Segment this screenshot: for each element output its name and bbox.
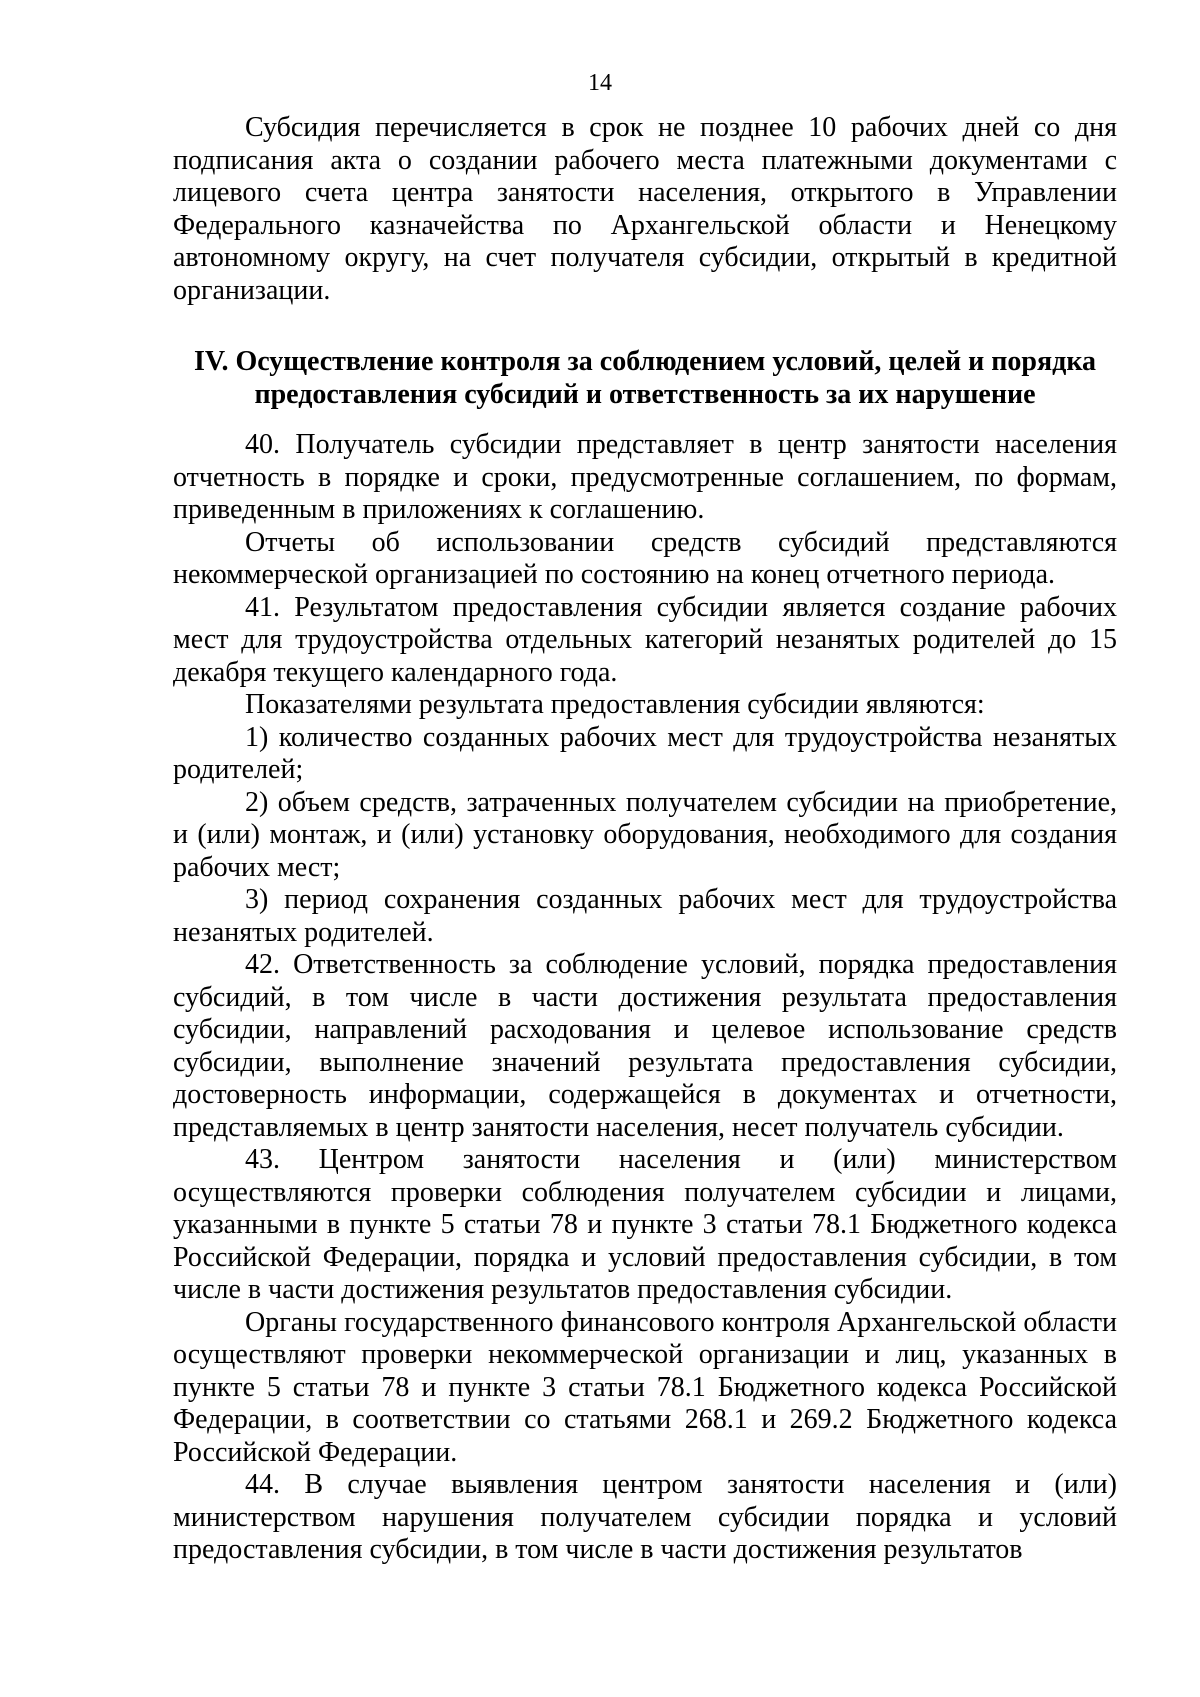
intro-paragraph: Субсидия перечисляется в срок не позднее 10 рабочих дней со дня подписания акта о создании рабочего места платежными документами с лицевого счета центра занятости населения, открытого в Управлении Федерального казначейства по Архангельской области и Ненецкому автономному округу, на счет получателя субсидии, открытый в кредитной организации. — [173, 112, 1117, 306]
paragraph-indicator-2: 2) объем средств, затраченных получателем субсидии на приобретение, и (или) монтаж, и (или) установку оборудования, необходимого для создания рабочих мест; — [173, 786, 1117, 883]
section-heading — [173, 345, 1117, 411]
paragraph-40: 40. Получатель субсидии представляет в центр занятости населения отчетность в порядке и сроки, предусмотренные соглашением, по формам, приведенным в приложениях к соглашению. — [173, 429, 1117, 525]
page-body — [173, 112, 1117, 1567]
paragraph-42: 42. Ответственность за соблюдение условий, порядка предоставления субсидий, в том числе в части достижения результата предоставления субсидии, направлений расходования и целевое использование средств субсидии, выполнение значений результата предоставления субсидии, достоверность информации, содержащейся в документах и отчетности, представляемых в центр занятости населения, несет получатель субсидии. — [173, 949, 1117, 1143]
paragraph-control-bodies: Органы государственного финансового контроля Архангельской области осуществляют проверки некоммерческой организации и лиц, указанных в пункте 5 статьи 78 и пункте 3 статьи 78.1 Бюджетного кодекса Российской Федерации, в соответствии со статьями 268.1 и 269.2 Бюджетного кодекса Российской Федерации. — [173, 1306, 1117, 1468]
paragraph-indicator-1: 1) количество созданных рабочих мест для трудоустройства незанятых родителей; — [173, 721, 1117, 785]
paragraph-43: 43. Центром занятости населения и (или) министерством осуществляются проверки соблюдения получателем субсидии и лицами, указанными в пункте 5 статьи 78 и пункте 3 статьи 78.1 Бюджетного кодекса Российской Федерации, порядка и условий предоставления субсидии, в том числе в части достижения результатов предоставления субсидии. — [173, 1144, 1117, 1305]
page-number: 14 — [588, 70, 612, 96]
paragraph-indicators-intro: Показателями результата предоставления субсидии являются: — [245, 689, 985, 720]
paragraph-indicator-3: 3) период сохранения созданных рабочих мест для трудоустройства незанятых родителей. — [173, 884, 1117, 948]
section-heading-line-2: предоставления субсидий и ответственность за их нарушение — [254, 379, 1036, 410]
paragraph-reports: Отчеты об использовании средств субсидий представляются некоммерческой организацией по состоянию на конец отчетного периода. — [173, 526, 1117, 590]
paragraph-41: 41. Результатом предоставления субсидии является создание рабочих мест для трудоустройства отдельных категорий незанятых родителей до 15 декабря текущего календарного года. — [173, 591, 1117, 688]
section-heading-line-1: IV. Осуществление контроля за соблюдением условий, целей и порядка — [193, 346, 1097, 377]
paragraph-44: 44. В случае выявления центром занятости населения и (или) министерством нарушения получателем субсидии порядка и условий предоставления субсидии, в том числе в части достижения результатов — [173, 1469, 1117, 1565]
